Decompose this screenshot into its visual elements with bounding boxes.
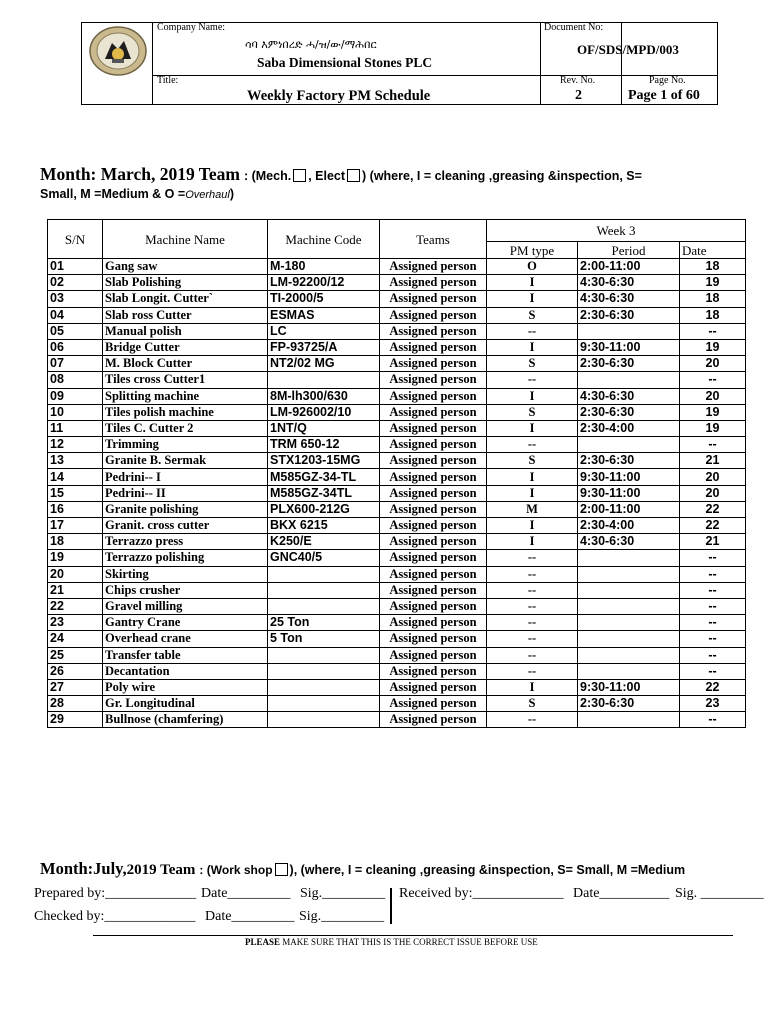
cell-machine-name: Granite B. Sermak xyxy=(103,453,268,469)
cell-period xyxy=(578,712,680,728)
cell-machine-name: Gang saw xyxy=(103,259,268,275)
cell-pm-type: S xyxy=(487,356,578,372)
cell-date: 19 xyxy=(680,404,746,420)
cell-team: Assigned person xyxy=(380,372,487,388)
page-label: Page No. xyxy=(649,75,686,86)
cell-machine-name: Pedrini-- II xyxy=(103,485,268,501)
cell-machine-code xyxy=(268,582,380,598)
cell-sn: 01 xyxy=(48,259,103,275)
header-date: Date xyxy=(680,242,746,259)
cell-period xyxy=(578,372,680,388)
cell-sn: 03 xyxy=(48,291,103,307)
cell-pm-type: S xyxy=(487,453,578,469)
table-row xyxy=(48,453,746,469)
cell-machine-code: ESMAS xyxy=(268,307,380,323)
cell-machine-code: 8M-lh300/630 xyxy=(268,388,380,404)
company-logo xyxy=(88,25,148,77)
cell-sn: 10 xyxy=(48,404,103,420)
workshop-checkbox[interactable] xyxy=(275,863,288,876)
cell-machine-name: Gr. Longitudinal xyxy=(103,696,268,712)
cell-date: -- xyxy=(680,615,746,631)
rev-value: 2 xyxy=(575,88,582,103)
cell-period: 9:30-11:00 xyxy=(578,485,680,501)
cell-team: Assigned person xyxy=(380,485,487,501)
elect-checkbox[interactable] xyxy=(347,169,360,182)
cell-sn: 04 xyxy=(48,307,103,323)
cell-date: 20 xyxy=(680,388,746,404)
cell-machine-code xyxy=(268,663,380,679)
cell-date: 22 xyxy=(680,501,746,517)
table-row xyxy=(48,712,746,728)
cell-pm-type: I xyxy=(487,485,578,501)
page-value: Page 1 of 60 xyxy=(628,88,700,103)
footer-rule xyxy=(93,935,733,936)
cell-period xyxy=(578,323,680,339)
footer-please: PLEASE xyxy=(245,937,281,947)
cell-machine-code xyxy=(268,647,380,663)
cell-pm-type: -- xyxy=(487,615,578,631)
cell-sn: 29 xyxy=(48,712,103,728)
company-label: Company Name: xyxy=(157,22,226,33)
table-row xyxy=(48,259,746,275)
month-march-title: Month: March, 2019 Team xyxy=(40,164,240,184)
cell-machine-name: Slab Longit. Cutter` xyxy=(103,291,268,307)
cell-date: 20 xyxy=(680,356,746,372)
table-row xyxy=(48,404,746,420)
cell-pm-type: I xyxy=(487,469,578,485)
header-pm-type: PM type xyxy=(487,242,578,259)
cell-pm-type: I xyxy=(487,275,578,291)
cell-sn: 07 xyxy=(48,356,103,372)
table-row xyxy=(48,485,746,501)
cell-machine-name: Pedrini-- I xyxy=(103,469,268,485)
cell-team: Assigned person xyxy=(380,534,487,550)
cell-machine-name: Granit. cross cutter xyxy=(103,518,268,534)
cell-team: Assigned person xyxy=(380,437,487,453)
document-no: OF/SDS/MPD/003 xyxy=(577,42,679,57)
table-row xyxy=(48,582,746,598)
cell-sn: 23 xyxy=(48,615,103,631)
cell-period: 9:30-11:00 xyxy=(578,679,680,695)
cell-machine-code: LM-92200/12 xyxy=(268,275,380,291)
cell-pm-type: -- xyxy=(487,582,578,598)
table-row xyxy=(48,663,746,679)
cell-team: Assigned person xyxy=(380,453,487,469)
cell-machine-code: FP-93725/A xyxy=(268,339,380,355)
cell-machine-code xyxy=(268,372,380,388)
cell-date: 20 xyxy=(680,469,746,485)
cell-machine-code: M585GZ-34-TL xyxy=(268,469,380,485)
cell-machine-name: Poly wire xyxy=(103,679,268,695)
cell-team: Assigned person xyxy=(380,615,487,631)
cell-sn: 05 xyxy=(48,323,103,339)
received-by: Received by:_____________ xyxy=(399,886,564,901)
month-july-heading xyxy=(40,858,685,881)
table-row xyxy=(48,356,746,372)
cell-team: Assigned person xyxy=(380,663,487,679)
table-row xyxy=(48,631,746,647)
header-week: Week 3 xyxy=(487,220,746,242)
table-row xyxy=(48,307,746,323)
cell-team: Assigned person xyxy=(380,420,487,436)
table-body xyxy=(48,259,746,728)
cell-pm-type: I xyxy=(487,339,578,355)
checked-by: Checked by:_____________ xyxy=(34,909,196,924)
cell-date: -- xyxy=(680,598,746,614)
cell-period: 4:30-6:30 xyxy=(578,291,680,307)
table-row xyxy=(48,291,746,307)
table-row xyxy=(48,339,746,355)
prepared-by: Prepared by:_____________ xyxy=(34,886,197,901)
cell-date: -- xyxy=(680,550,746,566)
cell-pm-type: M xyxy=(487,501,578,517)
rev-label: Rev. No. xyxy=(560,75,596,86)
legend-july: ), (where, I = cleaning ,greasing &inspection, S= Small, M =Medium xyxy=(289,863,686,877)
cell-date: -- xyxy=(680,566,746,582)
cell-pm-type: I xyxy=(487,291,578,307)
cell-sn: 28 xyxy=(48,696,103,712)
cell-period xyxy=(578,598,680,614)
cell-date: -- xyxy=(680,582,746,598)
cell-sn: 08 xyxy=(48,372,103,388)
cell-date: -- xyxy=(680,372,746,388)
cell-machine-code: STX1203-15MG xyxy=(268,453,380,469)
table-row xyxy=(48,534,746,550)
cell-pm-type: -- xyxy=(487,372,578,388)
cell-pm-type: -- xyxy=(487,598,578,614)
cell-period: 9:30-11:00 xyxy=(578,339,680,355)
cell-date: 18 xyxy=(680,307,746,323)
cell-team: Assigned person xyxy=(380,631,487,647)
received-sig: Sig. _________ xyxy=(675,886,764,901)
cell-period xyxy=(578,437,680,453)
cell-period: 2:30-4:00 xyxy=(578,518,680,534)
cell-sn: 12 xyxy=(48,437,103,453)
cell-machine-code xyxy=(268,696,380,712)
table-row xyxy=(48,275,746,291)
table-row xyxy=(48,615,746,631)
cell-machine-name: Slab ross Cutter xyxy=(103,307,268,323)
cell-sn: 25 xyxy=(48,647,103,663)
table-row xyxy=(48,420,746,436)
cell-machine-code: M-180 xyxy=(268,259,380,275)
cell-period: 2:30-6:30 xyxy=(578,404,680,420)
cell-date: 21 xyxy=(680,534,746,550)
legend-line-2 xyxy=(40,187,234,201)
table-row xyxy=(48,679,746,695)
cell-period xyxy=(578,566,680,582)
cell-date: 21 xyxy=(680,453,746,469)
cell-team: Assigned person xyxy=(380,356,487,372)
cell-pm-type: I xyxy=(487,679,578,695)
header-machine-name: Machine Name xyxy=(103,220,268,259)
legend-text-2: Small, M =Medium & O = xyxy=(40,187,186,201)
cell-team: Assigned person xyxy=(380,323,487,339)
month-july-title: Month:July, xyxy=(40,859,127,878)
cell-team: Assigned person xyxy=(380,501,487,517)
cell-team: Assigned person xyxy=(380,291,487,307)
cell-period xyxy=(578,550,680,566)
cell-machine-name: Transfer table xyxy=(103,647,268,663)
cell-sn: 15 xyxy=(48,485,103,501)
cell-team: Assigned person xyxy=(380,259,487,275)
cell-date: 19 xyxy=(680,275,746,291)
cell-machine-name: Splitting machine xyxy=(103,388,268,404)
cell-date: -- xyxy=(680,647,746,663)
cell-machine-name: Chips crusher xyxy=(103,582,268,598)
company-name-local: ሳባ እምነበረድ ሓ/ዝ/ው/ማሕበር xyxy=(245,38,377,51)
cell-machine-code: LM-926002/10 xyxy=(268,404,380,420)
table-row xyxy=(48,566,746,582)
cell-date: 19 xyxy=(680,339,746,355)
header-period: Period xyxy=(578,242,680,259)
cell-date: 23 xyxy=(680,696,746,712)
header-sn: S/N xyxy=(48,220,103,259)
cell-pm-type: -- xyxy=(487,323,578,339)
cell-date: -- xyxy=(680,712,746,728)
cell-machine-name: Overhead crane xyxy=(103,631,268,647)
table-row xyxy=(48,518,746,534)
cell-pm-type: -- xyxy=(487,631,578,647)
cell-sn: 06 xyxy=(48,339,103,355)
cell-date: 19 xyxy=(680,420,746,436)
month-march-heading xyxy=(40,163,750,187)
cell-period xyxy=(578,631,680,647)
month-july-year-team: 2019 Team xyxy=(126,862,196,878)
cell-sn: 14 xyxy=(48,469,103,485)
cell-team: Assigned person xyxy=(380,275,487,291)
cell-period: 2:30-4:00 xyxy=(578,420,680,436)
cell-sn: 20 xyxy=(48,566,103,582)
cell-machine-name: Skirting xyxy=(103,566,268,582)
cell-pm-type: -- xyxy=(487,550,578,566)
legend-text: ) (where, I = cleaning ,greasing &inspection, S= xyxy=(362,169,642,183)
cell-pm-type: -- xyxy=(487,647,578,663)
cell-date: -- xyxy=(680,437,746,453)
cell-pm-type: -- xyxy=(487,712,578,728)
prepared-date: Date_________ xyxy=(201,886,291,901)
cell-machine-name: Granite polishing xyxy=(103,501,268,517)
cell-team: Assigned person xyxy=(380,647,487,663)
cell-sn: 18 xyxy=(48,534,103,550)
cell-period xyxy=(578,647,680,663)
cell-machine-code: LC xyxy=(268,323,380,339)
cell-sn: 11 xyxy=(48,420,103,436)
team-open: : (Mech. xyxy=(243,169,292,183)
cell-machine-code: 1NT/Q xyxy=(268,420,380,436)
cell-pm-type: S xyxy=(487,696,578,712)
cell-team: Assigned person xyxy=(380,696,487,712)
cell-sn: 21 xyxy=(48,582,103,598)
checked-sig: Sig._________ xyxy=(299,909,385,924)
cell-period: 2:30-6:30 xyxy=(578,453,680,469)
cell-pm-type: S xyxy=(487,307,578,323)
cell-machine-code: M585GZ-34TL xyxy=(268,485,380,501)
cell-machine-name: Slab Polishing xyxy=(103,275,268,291)
cell-team: Assigned person xyxy=(380,550,487,566)
cell-machine-code xyxy=(268,566,380,582)
cell-machine-code: NT2/02 MG xyxy=(268,356,380,372)
cell-machine-name: Bridge Cutter xyxy=(103,339,268,355)
company-name: Saba Dimensional Stones PLC xyxy=(257,55,433,70)
cell-date: 18 xyxy=(680,259,746,275)
cell-sn: 27 xyxy=(48,679,103,695)
cell-pm-type: I xyxy=(487,388,578,404)
cell-sn: 16 xyxy=(48,501,103,517)
cell-date: -- xyxy=(680,323,746,339)
received-date: Date__________ xyxy=(573,886,670,901)
header-teams: Teams xyxy=(380,220,487,259)
cell-team: Assigned person xyxy=(380,404,487,420)
cell-period: 4:30-6:30 xyxy=(578,534,680,550)
cell-period xyxy=(578,615,680,631)
cell-pm-type: -- xyxy=(487,437,578,453)
cell-machine-name: Tiles C. Cutter 2 xyxy=(103,420,268,436)
table-row xyxy=(48,469,746,485)
header-machine-code: Machine Code xyxy=(268,220,380,259)
cell-team: Assigned person xyxy=(380,469,487,485)
cell-machine-code: BKX 6215 xyxy=(268,518,380,534)
cell-machine-code: TRM 650-12 xyxy=(268,437,380,453)
cell-machine-name: Terrazzo polishing xyxy=(103,550,268,566)
cell-pm-type: S xyxy=(487,404,578,420)
cell-date: -- xyxy=(680,631,746,647)
cell-sn: 22 xyxy=(48,598,103,614)
checked-date: Date_________ xyxy=(205,909,295,924)
table-row xyxy=(48,437,746,453)
cell-sn: 26 xyxy=(48,663,103,679)
cell-machine-code xyxy=(268,598,380,614)
cell-machine-code: GNC40/5 xyxy=(268,550,380,566)
cell-pm-type: -- xyxy=(487,663,578,679)
signature-divider xyxy=(390,888,392,924)
cell-team: Assigned person xyxy=(380,582,487,598)
table-row xyxy=(48,323,746,339)
cell-machine-code: PLX600-212G xyxy=(268,501,380,517)
document-no-label: Document No: xyxy=(544,22,604,33)
cell-machine-name: Terrazzo press xyxy=(103,534,268,550)
table-row xyxy=(48,550,746,566)
cell-period xyxy=(578,663,680,679)
overhaul-text: Overhaul xyxy=(185,189,230,201)
cell-period: 4:30-6:30 xyxy=(578,275,680,291)
footer-note xyxy=(245,937,538,947)
cell-period: 2:00-11:00 xyxy=(578,259,680,275)
cell-date: 20 xyxy=(680,485,746,501)
workshop-label: : (Work shop xyxy=(199,863,273,877)
cell-pm-type: O xyxy=(487,259,578,275)
cell-pm-type: I xyxy=(487,420,578,436)
cell-pm-type: I xyxy=(487,534,578,550)
cell-period: 2:30-6:30 xyxy=(578,696,680,712)
cell-date: 22 xyxy=(680,679,746,695)
cell-team: Assigned person xyxy=(380,307,487,323)
cell-period: 4:30-6:30 xyxy=(578,388,680,404)
document-title: Weekly Factory PM Schedule xyxy=(247,88,431,104)
pm-schedule-table xyxy=(47,219,746,728)
table-row xyxy=(48,501,746,517)
cell-sn: 13 xyxy=(48,453,103,469)
mech-checkbox[interactable] xyxy=(293,169,306,182)
cell-sn: 09 xyxy=(48,388,103,404)
cell-team: Assigned person xyxy=(380,679,487,695)
cell-machine-name: Tiles cross Cutter1 xyxy=(103,372,268,388)
cell-period: 2:00-11:00 xyxy=(578,501,680,517)
cell-pm-type: -- xyxy=(487,566,578,582)
cell-team: Assigned person xyxy=(380,339,487,355)
cell-period: 2:30-6:30 xyxy=(578,307,680,323)
prepared-sig: Sig._________ xyxy=(300,886,386,901)
cell-machine-code xyxy=(268,679,380,695)
cell-machine-code xyxy=(268,712,380,728)
cell-date: 18 xyxy=(680,291,746,307)
cell-sn: 02 xyxy=(48,275,103,291)
title-label: Title: xyxy=(157,75,179,86)
table-row xyxy=(48,388,746,404)
cell-team: Assigned person xyxy=(380,518,487,534)
elect-label: , Elect xyxy=(308,169,346,183)
cell-machine-code: K250/E xyxy=(268,534,380,550)
cell-machine-name: Gravel milling xyxy=(103,598,268,614)
cell-team: Assigned person xyxy=(380,712,487,728)
cell-period xyxy=(578,582,680,598)
cell-pm-type: I xyxy=(487,518,578,534)
cell-machine-name: M. Block Cutter xyxy=(103,356,268,372)
cell-machine-name: Tiles polish machine xyxy=(103,404,268,420)
cell-team: Assigned person xyxy=(380,566,487,582)
table-row xyxy=(48,647,746,663)
cell-period: 2:30-6:30 xyxy=(578,356,680,372)
cell-team: Assigned person xyxy=(380,598,487,614)
legend-close: ) xyxy=(229,187,234,201)
cell-team: Assigned person xyxy=(380,388,487,404)
cell-machine-code: 5 Ton xyxy=(268,631,380,647)
cell-machine-name: Manual polish xyxy=(103,323,268,339)
cell-machine-code: 25 Ton xyxy=(268,615,380,631)
cell-date: 22 xyxy=(680,518,746,534)
table-row xyxy=(48,372,746,388)
table-row xyxy=(48,696,746,712)
table-row xyxy=(48,598,746,614)
cell-sn: 24 xyxy=(48,631,103,647)
cell-sn: 17 xyxy=(48,518,103,534)
cell-date: -- xyxy=(680,663,746,679)
cell-machine-name: Trimming xyxy=(103,437,268,453)
cell-period: 9:30-11:00 xyxy=(578,469,680,485)
cell-machine-name: Decantation xyxy=(103,663,268,679)
cell-machine-name: Bullnose (chamfering) xyxy=(103,712,268,728)
cell-machine-code: TI-2000/5 xyxy=(268,291,380,307)
cell-sn: 19 xyxy=(48,550,103,566)
footer-note-text: MAKE SURE THAT THIS IS THE CORRECT ISSUE BEFORE USE xyxy=(280,937,538,947)
cell-machine-name: Gantry Crane xyxy=(103,615,268,631)
